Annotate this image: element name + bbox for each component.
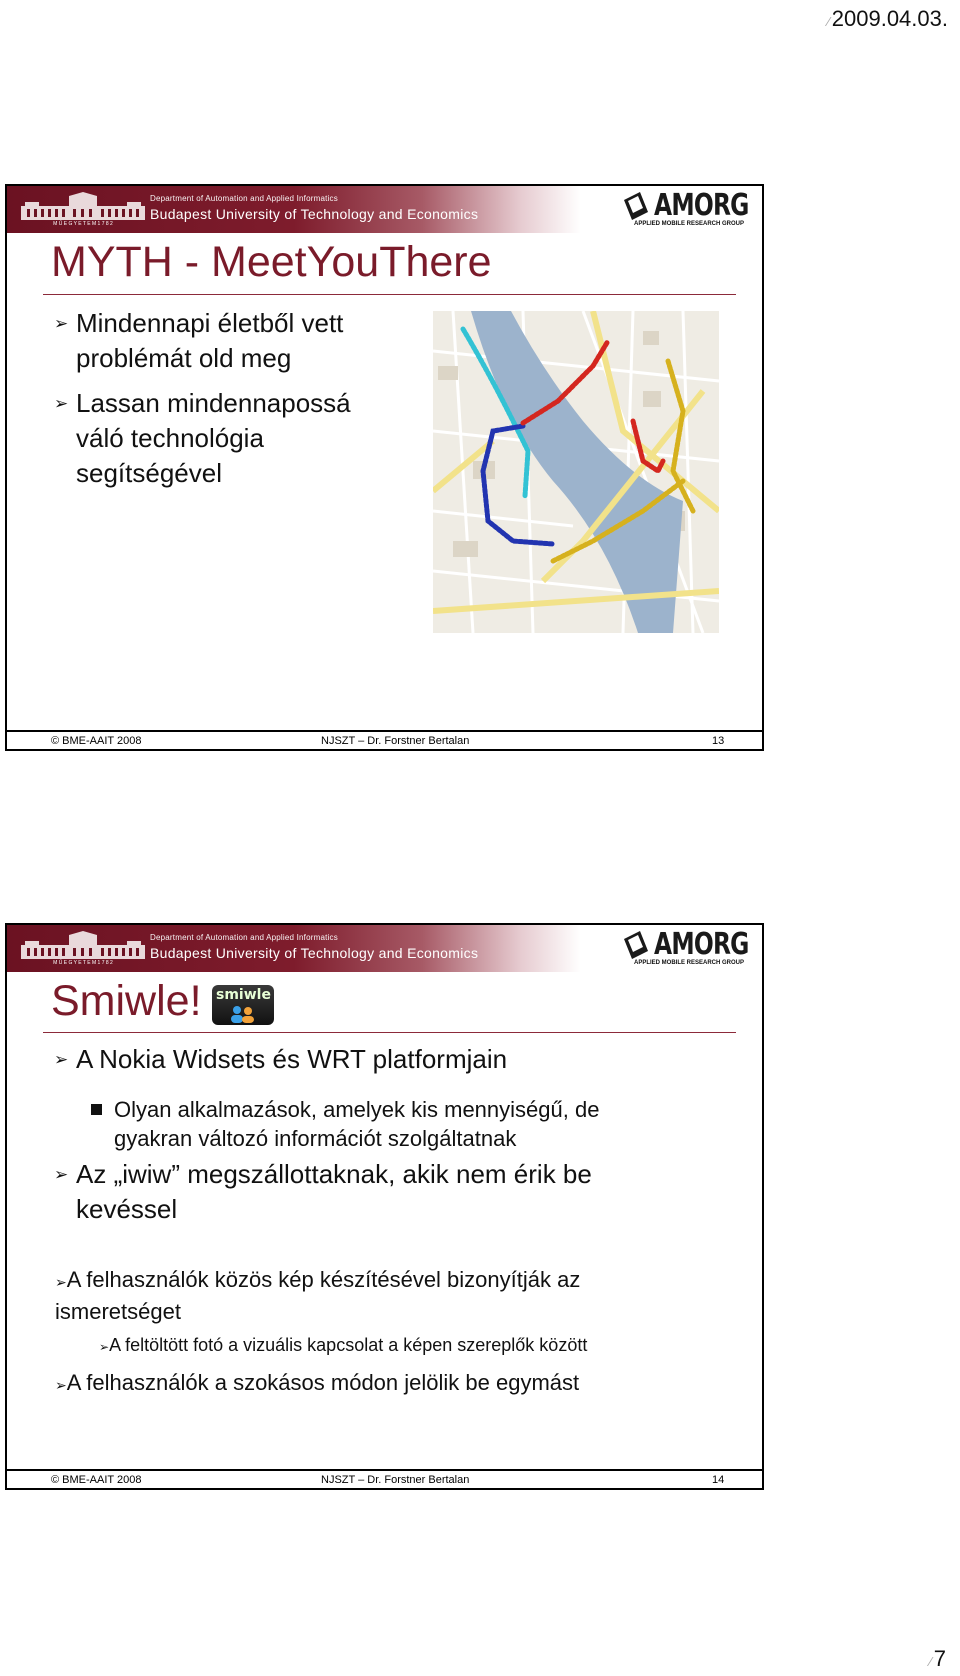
slide-header: [7, 925, 762, 972]
sub-bullet-item: Olyan alkalmazások, amelyek kis mennyiségű, de gyakran változó információt szolgáltatnak: [114, 1095, 599, 1153]
title-rule: [43, 1032, 736, 1033]
bullet-item: ➢A felhasználók közös kép készítésével bizonyítják az ismeretséget: [55, 1267, 581, 1324]
phone-icon: [620, 929, 650, 961]
phone-icon: [620, 190, 650, 222]
square-bullet-icon: [91, 1104, 102, 1115]
page-number: ⁄7: [929, 1646, 946, 1671]
university-name: Budapest University of Technology and Economics: [150, 206, 479, 222]
slide-14: [5, 923, 764, 1490]
slide-13: [5, 184, 764, 751]
smiwle-logo: smiwle: [212, 985, 274, 1025]
slide-footer: © BME-AAIT 2008 NJSZT – Dr. Forstner Bertalan 14: [7, 1469, 762, 1488]
page-date: ⁄2009.04.03.: [827, 6, 948, 31]
department-name: Department of Automation and Applied Informatics: [150, 933, 338, 942]
arrow-bullet-icon: ➢: [54, 1165, 69, 1184]
arrow-bullet-icon: ➢: [55, 1377, 67, 1393]
bullet-item: ➢ A Nokia Widsets és WRT platformjain: [76, 1042, 507, 1077]
sub-bullet-item: ➢A feltöltött fotó a vizuális kapcsolat a képen szereplők között: [99, 1335, 588, 1355]
bullet-item: ➢ Az „iwiw” megszállottaknak, akik nem érik be kevéssel: [54, 1159, 592, 1224]
arrow-bullet-icon: ➢: [54, 394, 69, 413]
university-building-icon: [21, 931, 145, 965]
svg-text:M Ű E G Y E T E M 1 7 8 2: M Ű E G Y E T E M 1 7 8 2: [53, 960, 113, 965]
city-map-image: [433, 311, 719, 633]
arrow-bullet-icon: ➢: [55, 1274, 67, 1290]
university-building-icon: [21, 192, 145, 226]
bullet-item: ➢ Lassan mindennapossá váló technológia segítségével: [54, 388, 351, 488]
department-name: Department of Automation and Applied Informatics: [150, 194, 338, 203]
bullet-item: ➢ Mindennapi életből vett problémát old meg: [54, 308, 344, 373]
amorg-logo: AMORG APPLIED MOBILE RESEARCH GROUP: [620, 929, 738, 969]
slide-title: MYTH - MeetYouThere: [51, 238, 492, 286]
arrow-bullet-icon: ➢: [54, 1050, 69, 1069]
slide-header: [7, 186, 762, 233]
svg-text:M Ű E G Y E T E M 1 7 8 2: M Ű E G Y E T E M 1 7 8 2: [53, 221, 113, 226]
title-rule: [43, 294, 736, 295]
arrow-bullet-icon: ➢: [99, 1340, 110, 1354]
university-name: Budapest University of Technology and Economics: [150, 945, 479, 961]
slide-title: Smiwle!: [51, 977, 202, 1025]
arrow-bullet-icon: ➢: [54, 314, 69, 333]
people-icon: [228, 1005, 258, 1023]
amorg-logo: AMORG APPLIED MOBILE RESEARCH GROUP: [620, 190, 738, 230]
bullet-item: ➢A felhasználók a szokásos módon jelölik be egymást: [55, 1370, 580, 1395]
slide-footer: © BME-AAIT 2008 NJSZT – Dr. Forstner Bertalan 13: [7, 730, 762, 749]
